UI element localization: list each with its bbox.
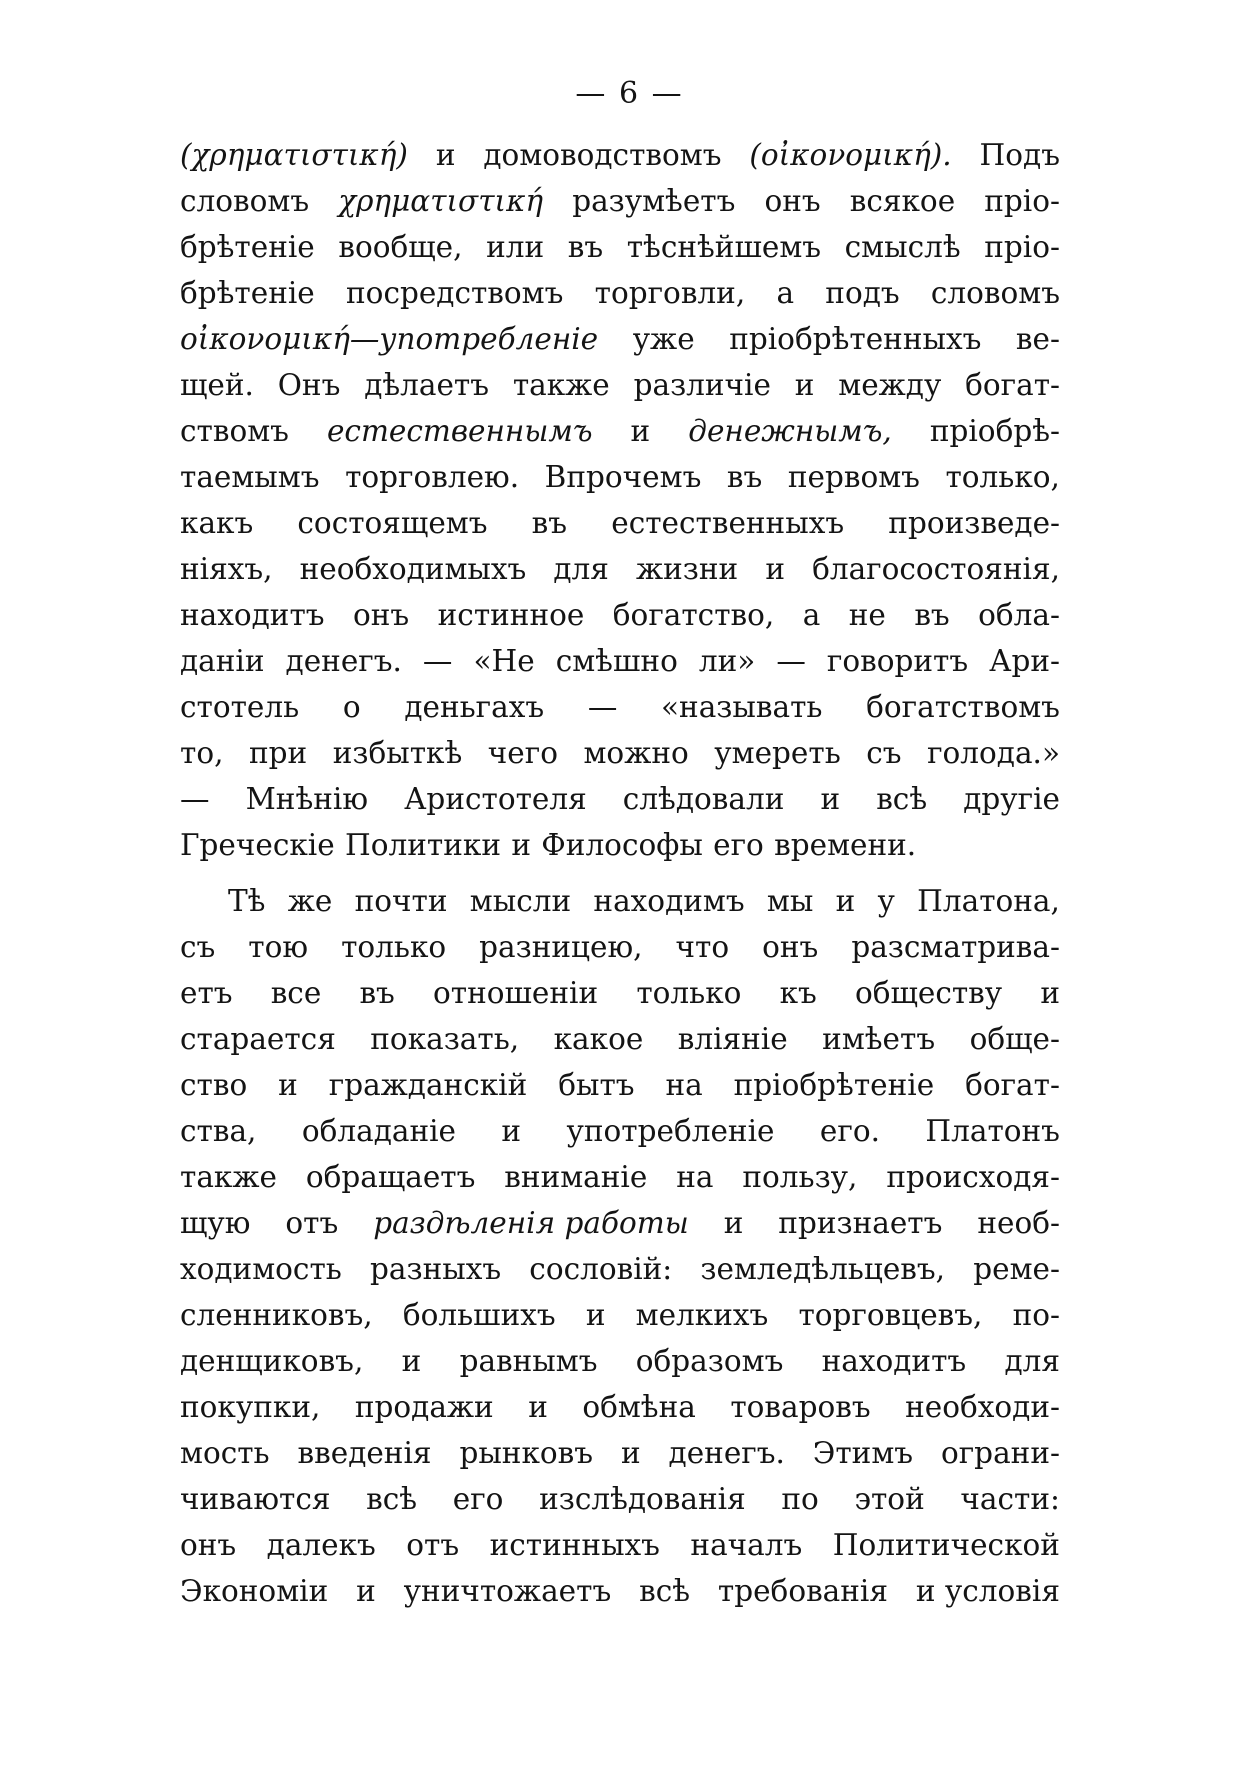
word: и bbox=[511, 828, 531, 862]
word: а bbox=[776, 276, 795, 310]
word: или bbox=[486, 230, 545, 264]
word: — bbox=[587, 690, 618, 724]
word: употребленіе bbox=[566, 1114, 775, 1148]
word: жизни bbox=[636, 552, 739, 586]
word: богат- bbox=[965, 1068, 1060, 1102]
word: Политической bbox=[832, 1528, 1060, 1562]
text-line bbox=[180, 1436, 1060, 1482]
word: дѣлаетъ bbox=[364, 368, 490, 402]
word: для bbox=[1004, 1344, 1060, 1378]
word: всякое bbox=[849, 184, 956, 218]
word: большихъ bbox=[402, 1298, 556, 1332]
word: онъ bbox=[353, 598, 410, 632]
text-line bbox=[180, 1574, 1060, 1620]
word: щей. bbox=[180, 368, 254, 402]
word: отъ bbox=[285, 1206, 339, 1240]
word: и bbox=[794, 368, 815, 402]
word: таемымъ bbox=[180, 460, 320, 494]
word: вообще, bbox=[338, 230, 463, 264]
word: посредствомъ bbox=[346, 276, 564, 310]
word: Ари- bbox=[989, 644, 1060, 678]
word: состоящемъ bbox=[297, 506, 488, 540]
word: и bbox=[501, 1114, 522, 1148]
word: и bbox=[401, 1344, 422, 1378]
word: отъ bbox=[406, 1528, 460, 1562]
word: пріо- bbox=[984, 230, 1060, 264]
word: по bbox=[781, 1482, 819, 1516]
word: его bbox=[713, 828, 764, 862]
word: необходимыхъ bbox=[299, 552, 527, 586]
word: по- bbox=[1012, 1298, 1060, 1332]
text-line bbox=[180, 1482, 1060, 1528]
text-line bbox=[180, 230, 1060, 276]
word: находитъ bbox=[180, 598, 325, 632]
word: въ bbox=[726, 460, 763, 494]
word: все bbox=[270, 976, 322, 1010]
word: и bbox=[723, 1206, 744, 1240]
word: то, bbox=[180, 736, 224, 770]
word: онъ bbox=[764, 184, 821, 218]
word: и bbox=[765, 552, 785, 586]
word: и bbox=[630, 414, 651, 448]
word: мость bbox=[180, 1436, 270, 1470]
word: стотель bbox=[180, 690, 300, 724]
page-number: — 6 — bbox=[575, 76, 684, 111]
word: вліяніе bbox=[677, 1022, 788, 1056]
text-line bbox=[180, 1114, 1060, 1160]
word: началъ bbox=[690, 1528, 803, 1562]
paragraph-gap bbox=[180, 874, 1060, 884]
word: богатствомъ bbox=[866, 690, 1060, 724]
word: какое bbox=[553, 1022, 644, 1056]
word: только bbox=[341, 930, 447, 964]
text-line bbox=[180, 1298, 1060, 1344]
word: ограни- bbox=[940, 1436, 1060, 1470]
word: части: bbox=[960, 1482, 1060, 1516]
word: ходимость bbox=[180, 1252, 342, 1286]
word: и bbox=[820, 782, 841, 816]
word: показать, bbox=[370, 1022, 520, 1056]
word: только, bbox=[945, 460, 1060, 494]
word: говоритъ bbox=[826, 644, 969, 678]
word: какъ bbox=[180, 506, 254, 540]
word: благосостоянія, bbox=[812, 552, 1060, 586]
word: всѣ bbox=[366, 1482, 418, 1516]
word: разумѣетъ bbox=[572, 184, 736, 218]
word: происходя- bbox=[886, 1160, 1060, 1194]
word: «Не bbox=[473, 644, 535, 678]
word: покупки, bbox=[180, 1390, 321, 1424]
text-line bbox=[180, 930, 1060, 976]
word: истинныхъ bbox=[489, 1528, 660, 1562]
word: рынковъ bbox=[459, 1436, 594, 1470]
word: обще- bbox=[969, 1022, 1060, 1056]
word: отношеніи bbox=[433, 976, 599, 1010]
word: первомъ bbox=[787, 460, 920, 494]
word: его. bbox=[819, 1114, 880, 1148]
word: и bbox=[585, 1298, 606, 1332]
word: Экономіи bbox=[180, 1574, 329, 1608]
word: тѣснѣйшемъ bbox=[626, 230, 822, 264]
word: времени. bbox=[774, 828, 917, 862]
word: торговцевъ, bbox=[798, 1298, 983, 1332]
word: между bbox=[838, 368, 942, 402]
word: о bbox=[342, 690, 361, 724]
emphasis-term: раздѣленія работы bbox=[373, 1206, 689, 1240]
word: а bbox=[802, 598, 821, 632]
word: и bbox=[835, 884, 856, 918]
emphasis-term: денежнымъ, bbox=[688, 414, 892, 448]
word: можно bbox=[583, 736, 689, 770]
word: избыткѣ bbox=[332, 736, 463, 770]
word: на bbox=[665, 1068, 703, 1102]
word: требованія bbox=[717, 1574, 888, 1608]
word: смѣшно bbox=[555, 644, 678, 678]
word: земледѣльцевъ, bbox=[700, 1252, 946, 1286]
word: обществу bbox=[854, 976, 1003, 1010]
word: бытъ bbox=[558, 1068, 635, 1102]
word: уже bbox=[632, 322, 695, 356]
word: съ bbox=[866, 736, 902, 770]
word: пріо- bbox=[984, 184, 1060, 218]
word: Мнѣнію bbox=[245, 782, 369, 816]
word: деньгахъ bbox=[404, 690, 545, 724]
text-line bbox=[180, 690, 1060, 736]
word: денегъ. bbox=[285, 644, 402, 678]
paragraph-2 bbox=[180, 884, 1060, 1620]
word: Философы bbox=[541, 828, 703, 862]
word: всѣ bbox=[876, 782, 928, 816]
word: въ bbox=[567, 230, 604, 264]
word: продажи bbox=[354, 1390, 494, 1424]
word: съ bbox=[180, 930, 216, 964]
word: Тѣ bbox=[228, 884, 266, 918]
word: обращаетъ bbox=[305, 1160, 476, 1194]
word: имѣетъ bbox=[822, 1022, 936, 1056]
text-line bbox=[180, 1206, 1060, 1252]
word: чего bbox=[487, 736, 558, 770]
greek-term: (χρηματιστική) bbox=[180, 138, 408, 172]
word: словомъ bbox=[930, 276, 1060, 310]
word: въ bbox=[914, 598, 950, 632]
word: ли» bbox=[698, 644, 756, 678]
word: слѣдовали bbox=[622, 782, 785, 816]
word: разныхъ bbox=[370, 1252, 502, 1286]
word: этой bbox=[854, 1482, 925, 1516]
word: въ bbox=[531, 506, 568, 540]
word: пользу, bbox=[742, 1160, 858, 1194]
word: находимъ bbox=[593, 884, 745, 918]
text-line bbox=[180, 1528, 1060, 1574]
word: ство bbox=[180, 1068, 248, 1102]
text-line bbox=[180, 1344, 1060, 1390]
word: также bbox=[180, 1160, 277, 1194]
word: истинное bbox=[437, 598, 585, 632]
word: пріобрѣтеніе bbox=[733, 1068, 935, 1102]
text-line bbox=[180, 1160, 1060, 1206]
text-line bbox=[180, 460, 1060, 506]
word: Подъ bbox=[979, 138, 1060, 172]
word: для bbox=[553, 552, 609, 586]
word: пріобрѣтенныхъ bbox=[729, 322, 982, 356]
word: гражданскій bbox=[328, 1068, 528, 1102]
word: Впрочемъ bbox=[544, 460, 702, 494]
word: подъ bbox=[825, 276, 900, 310]
word: брѣтеніе bbox=[180, 276, 315, 310]
word: всѣ bbox=[639, 1574, 691, 1608]
word: сословій: bbox=[529, 1252, 673, 1286]
word: обмѣна bbox=[582, 1390, 696, 1424]
word: реме- bbox=[973, 1252, 1060, 1286]
word: домоводствомъ bbox=[483, 138, 722, 172]
word: образомъ bbox=[635, 1344, 784, 1378]
word: Платонъ bbox=[925, 1114, 1060, 1148]
word: почти bbox=[354, 884, 448, 918]
word: обладаніе bbox=[301, 1114, 456, 1148]
word: вниманіе bbox=[504, 1160, 648, 1194]
word: Греческіе bbox=[180, 828, 335, 862]
word: при bbox=[248, 736, 308, 770]
word: и bbox=[1040, 976, 1060, 1010]
word: къ bbox=[779, 976, 817, 1010]
word: и bbox=[620, 1436, 641, 1470]
greek-term: χρηματιστική bbox=[338, 184, 544, 218]
word: «называть bbox=[661, 690, 823, 724]
text-line bbox=[180, 782, 1060, 828]
greek-term: οἰκονομική—употребленіе bbox=[180, 322, 599, 356]
word: — bbox=[422, 644, 453, 678]
word: разницею, bbox=[479, 930, 643, 964]
text-line bbox=[180, 598, 1060, 644]
text-line bbox=[180, 414, 1060, 460]
word: различіе bbox=[633, 368, 771, 402]
word: необ- bbox=[977, 1206, 1060, 1240]
word: произведе- bbox=[888, 506, 1060, 540]
word: ствомъ bbox=[180, 414, 289, 448]
word: тою bbox=[248, 930, 309, 964]
word: далекъ bbox=[266, 1528, 376, 1562]
word: голода.» bbox=[927, 736, 1060, 770]
word: щую bbox=[180, 1206, 251, 1240]
word: богат- bbox=[965, 368, 1060, 402]
text-line bbox=[180, 1252, 1060, 1298]
text-line bbox=[180, 644, 1060, 690]
word: что bbox=[675, 930, 730, 964]
word: умереть bbox=[714, 736, 841, 770]
word: богатство, bbox=[612, 598, 775, 632]
word: сленниковъ, bbox=[180, 1298, 373, 1332]
word: товаровъ bbox=[730, 1390, 871, 1424]
text-line bbox=[180, 828, 1060, 874]
word: Этимъ bbox=[812, 1436, 914, 1470]
emphasis-term: естественнымъ bbox=[326, 414, 593, 448]
word: въ bbox=[359, 976, 395, 1010]
text-line bbox=[180, 368, 1060, 414]
word: брѣтеніе bbox=[180, 230, 315, 264]
text-line bbox=[180, 322, 1060, 368]
word: введенія bbox=[297, 1436, 432, 1470]
text-line bbox=[180, 138, 1060, 184]
word: старается bbox=[180, 1022, 336, 1056]
word: денщиковъ, bbox=[180, 1344, 364, 1378]
text-line bbox=[180, 1390, 1060, 1436]
word: и bbox=[278, 1068, 298, 1102]
word: онъ bbox=[180, 1528, 237, 1562]
word: разсматрива- bbox=[851, 930, 1060, 964]
word: у bbox=[877, 884, 895, 918]
text-line bbox=[180, 184, 1060, 230]
word: также bbox=[512, 368, 610, 402]
word: мелкихъ bbox=[635, 1298, 769, 1332]
word: ніяхъ, bbox=[180, 552, 273, 586]
word: — bbox=[180, 782, 210, 816]
word: естественныхъ bbox=[611, 506, 845, 540]
word: равнымъ bbox=[459, 1344, 598, 1378]
paragraph-1 bbox=[180, 138, 1060, 874]
word: признаетъ bbox=[778, 1206, 943, 1240]
word: ве- bbox=[1015, 322, 1060, 356]
text-line bbox=[180, 506, 1060, 552]
word: уничтожаетъ bbox=[403, 1574, 612, 1608]
text-line bbox=[180, 552, 1060, 598]
word: и bbox=[528, 1390, 548, 1424]
word: даніи bbox=[180, 644, 265, 678]
body-text bbox=[180, 138, 1060, 1620]
word: Политики bbox=[345, 828, 501, 862]
word: мысли bbox=[469, 884, 572, 918]
word: онъ bbox=[762, 930, 819, 964]
word: — bbox=[776, 644, 806, 678]
word: на bbox=[676, 1160, 714, 1194]
word: Онъ bbox=[277, 368, 341, 402]
word: его bbox=[452, 1482, 504, 1516]
text-line bbox=[180, 1068, 1060, 1114]
word: другіе bbox=[963, 782, 1060, 816]
word: изслѣдованія bbox=[539, 1482, 746, 1516]
greek-term: (οἰκονομική). bbox=[749, 138, 952, 172]
word: и bbox=[435, 138, 456, 172]
word: же bbox=[287, 884, 333, 918]
word: облa- bbox=[978, 598, 1060, 632]
word: Аристотеля bbox=[404, 782, 587, 816]
word: смыслѣ bbox=[844, 230, 961, 264]
text-line bbox=[180, 736, 1060, 782]
text-line bbox=[180, 276, 1060, 322]
word: словомъ bbox=[180, 184, 310, 218]
word: торговлею. bbox=[345, 460, 520, 494]
word: Платона, bbox=[917, 884, 1060, 918]
text-line bbox=[180, 884, 1060, 930]
word: етъ bbox=[180, 976, 233, 1010]
word: пріобрѣ- bbox=[929, 414, 1060, 448]
word: ства, bbox=[180, 1114, 257, 1148]
text-line bbox=[180, 1022, 1060, 1068]
text-line bbox=[180, 976, 1060, 1022]
word: только bbox=[636, 976, 742, 1010]
word: и условія bbox=[915, 1574, 1060, 1608]
word: не bbox=[848, 598, 886, 632]
word: необходи- bbox=[905, 1390, 1060, 1424]
word: находитъ bbox=[821, 1344, 967, 1378]
word: мы bbox=[766, 884, 814, 918]
word: чиваются bbox=[180, 1482, 331, 1516]
word: денегъ. bbox=[668, 1436, 785, 1470]
word: и bbox=[356, 1574, 376, 1608]
word: торговли, bbox=[594, 276, 746, 310]
